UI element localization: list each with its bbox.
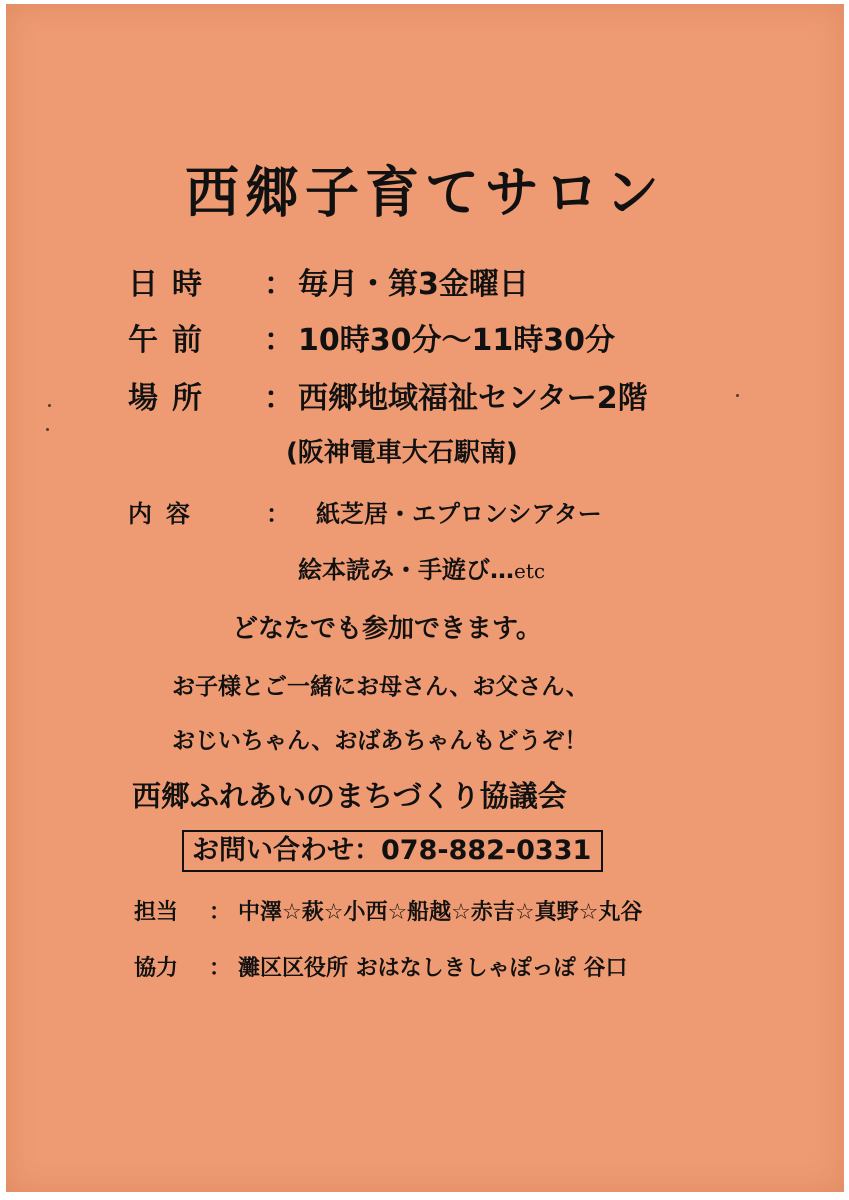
place-row <box>128 381 648 416</box>
content-line2-row <box>298 558 545 582</box>
date-row <box>128 267 529 302</box>
place-note: (阪神電車大石駅南) <box>286 438 518 468</box>
place-value: 西郷地域福祉センター2階 <box>298 381 648 416</box>
content-colon: ： <box>266 500 290 528</box>
time-colon: ： <box>264 323 294 358</box>
cooperation-colon: ： <box>208 956 231 981</box>
staff-label: 担当 <box>134 900 179 925</box>
paper-speck <box>48 404 51 407</box>
content-label: 内容 <box>128 500 204 528</box>
message-line2: お子様とご一緒にお母さん、お父さん、 <box>172 674 589 700</box>
place-colon: ： <box>264 381 294 416</box>
contact-label: お問い合わせ： <box>192 835 381 866</box>
staff-colon: ： <box>208 900 231 925</box>
paper-speck <box>46 428 49 431</box>
time-value: 10時30分～11時30分 <box>298 323 615 358</box>
date-value: 毎月・第3金曜日 <box>298 267 529 302</box>
contact-phone: 078-882-0331 <box>381 835 592 866</box>
date-label: 日時 <box>128 267 216 302</box>
message-line1: どなたでも参加できます。 <box>232 614 542 644</box>
staff-row <box>134 902 642 924</box>
flyer-title: 西郷子育てサロン <box>185 160 665 225</box>
content-row <box>128 502 602 526</box>
content-line2: 絵本読み・手遊び… <box>298 556 514 584</box>
cooperation-value: 灘区区役所 おはなしきしゃぽっぽ 谷口 <box>238 956 628 981</box>
cooperation-row <box>134 958 627 980</box>
paper-speck <box>736 394 739 397</box>
contact-box <box>182 830 603 872</box>
organizer-name: 西郷ふれあいのまちづくり協議会 <box>132 779 567 813</box>
flyer-sheet <box>6 4 844 1192</box>
place-label: 場所 <box>128 381 216 416</box>
time-row <box>128 323 615 358</box>
staff-value: 中澤☆萩☆小西☆船越☆赤吉☆真野☆丸谷 <box>238 900 643 925</box>
date-colon: ： <box>264 267 294 302</box>
content-etc: etc <box>514 559 546 583</box>
time-label: 午前 <box>128 323 216 358</box>
message-line3: おじいちゃん、おばあちゃんもどうぞ！ <box>172 728 588 754</box>
cooperation-label: 協力 <box>134 956 179 981</box>
content-line1: 紙芝居・エプロンシアター <box>316 500 602 528</box>
